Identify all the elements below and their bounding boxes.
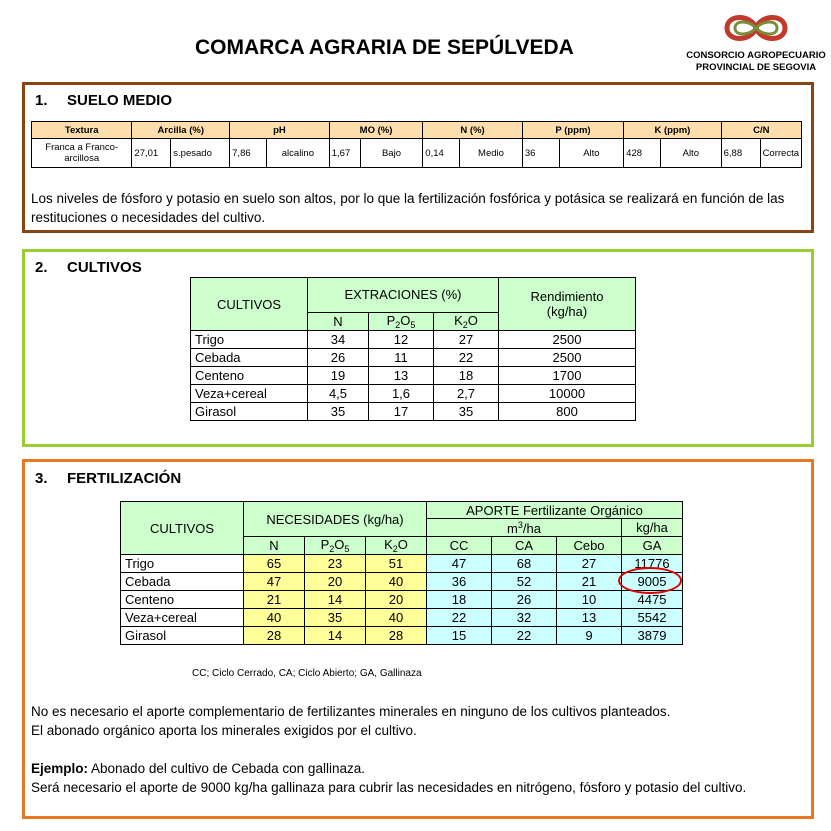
crop-name: Girasol xyxy=(191,403,308,421)
texture-value: Franca a Franco-arcillosa xyxy=(32,139,132,168)
yield-value: 2500 xyxy=(499,349,636,367)
table-row xyxy=(191,385,636,403)
om-value: 1,67 xyxy=(329,139,360,168)
k-need: 40 xyxy=(366,573,427,591)
ga-value: 11776 xyxy=(622,555,683,573)
table-row xyxy=(121,573,683,591)
n-value: 0,14 xyxy=(423,139,460,168)
header-yield xyxy=(499,278,636,331)
section-soil xyxy=(22,82,814,233)
soil-table xyxy=(31,121,802,168)
k-need: 40 xyxy=(366,609,427,627)
table-row xyxy=(121,591,683,609)
cc-value: 47 xyxy=(427,555,492,573)
n-class: Medio xyxy=(460,139,523,168)
ca-value: 68 xyxy=(492,555,557,573)
header-cell: MO (%) xyxy=(329,122,423,139)
cc-value: 22 xyxy=(427,609,492,627)
p-need: 14 xyxy=(305,591,366,609)
n-value: 35 xyxy=(308,403,369,421)
p-value: 13 xyxy=(369,367,434,385)
header-n: N xyxy=(244,537,305,555)
crop-name: Veza+cereal xyxy=(121,609,244,627)
k-class: Alto xyxy=(661,139,722,168)
clay-value: 27,01 xyxy=(132,139,171,168)
header-cell: Arcilla (%) xyxy=(132,122,230,139)
header-cell: K (ppm) xyxy=(624,122,721,139)
example-line xyxy=(31,759,806,778)
p-need: 20 xyxy=(305,573,366,591)
crop-name: Cebada xyxy=(121,573,244,591)
table-row xyxy=(191,403,636,421)
ga-value: 3879 xyxy=(622,627,683,645)
logo-line-1: CONSORCIO AGROPECUARIO xyxy=(686,50,826,61)
k-value: 2,7 xyxy=(434,385,499,403)
cc-value: 36 xyxy=(427,573,492,591)
header-cell: Textura xyxy=(32,122,132,139)
section-title-text: SUELO MEDIO xyxy=(67,92,173,109)
table-row xyxy=(121,627,683,645)
k-value: 18 xyxy=(434,367,499,385)
k-need: 20 xyxy=(366,591,427,609)
header-extractions: EXTRACIONES (%) xyxy=(308,278,499,313)
fertilization-paragraph-3: Será necesario el aporte de 9000 kg/ha gallinaza para cubrir las necesidades en nitrógeno, fósforo y potasio del cultivo. xyxy=(31,780,747,795)
ca-value: 22 xyxy=(492,627,557,645)
section-title xyxy=(35,92,172,109)
table-header-row xyxy=(32,122,802,139)
om-class: Bajo xyxy=(360,139,423,168)
section-crops xyxy=(22,249,814,447)
crop-name: Trigo xyxy=(121,555,244,573)
ph-class: alcalino xyxy=(267,139,330,168)
section-title-text: FERTILIZACIÓN xyxy=(67,470,182,487)
example-label: Ejemplo: xyxy=(31,761,89,776)
header-kgha: kg/ha xyxy=(622,519,683,537)
section-title-text: CULTIVOS xyxy=(67,259,142,276)
header-cell: pH xyxy=(230,122,330,139)
header-crops: CULTIVOS xyxy=(191,278,308,331)
header-m3ha: $m^3/ha$ xyxy=(427,519,622,537)
k-need: 51 xyxy=(366,555,427,573)
header-p2o5: $P_2O_5$ xyxy=(369,312,434,330)
header-cell: C/N xyxy=(721,122,801,139)
table-row xyxy=(191,349,636,367)
logo xyxy=(686,6,826,76)
yield-value: 10000 xyxy=(499,385,636,403)
crops-table xyxy=(190,277,636,421)
highlight-circle xyxy=(618,567,682,594)
k-value: 22 xyxy=(434,349,499,367)
header-cell: P (ppm) xyxy=(522,122,623,139)
k-value: 27 xyxy=(434,331,499,349)
p-value: 36 xyxy=(522,139,559,168)
cc-value: 18 xyxy=(427,591,492,609)
table-row xyxy=(191,367,636,385)
ph-value: 7,86 xyxy=(230,139,267,168)
soil-paragraph: Los niveles de fósforo y potasio en suelo son altos, por lo que la fertilización fosfórica y potásica se realizará en función de las restituciones o necesidades del cultivo. xyxy=(31,191,785,225)
p-value: 1,6 xyxy=(369,385,434,403)
yield-value: 800 xyxy=(499,403,636,421)
n-need: 28 xyxy=(244,627,305,645)
table-row xyxy=(32,139,802,168)
table-header-row xyxy=(121,502,683,519)
logo-line-2: PROVINCIAL DE SEGOVIA xyxy=(695,62,817,73)
cc-value: 15 xyxy=(427,627,492,645)
section-number: 1. xyxy=(35,92,48,109)
header-yield-line1: Rendimiento xyxy=(530,289,604,304)
p-value: 12 xyxy=(369,331,434,349)
yield-value: 1700 xyxy=(499,367,636,385)
n-value: 26 xyxy=(308,349,369,367)
cebo-value: 9 xyxy=(557,627,622,645)
section-fertilization xyxy=(22,459,814,819)
p-class: Alto xyxy=(559,139,624,168)
crop-name: Trigo xyxy=(191,331,308,349)
header-crops: CULTIVOS xyxy=(121,502,244,555)
section-title xyxy=(35,259,142,276)
ga-value: 4475 xyxy=(622,591,683,609)
header-organic-supply: APORTE Fertilizante Orgánico xyxy=(427,502,683,519)
ca-value: 32 xyxy=(492,609,557,627)
ga-value: 5542 xyxy=(622,609,683,627)
header-cebo: Cebo xyxy=(557,537,622,555)
header-n: N xyxy=(308,312,369,330)
n-value: 19 xyxy=(308,367,369,385)
header-p2o5: $P_2O_5$ xyxy=(305,537,366,555)
fertilization-table xyxy=(120,501,683,645)
header-needs: NECESIDADES (kg/ha) xyxy=(244,502,427,537)
n-need: 65 xyxy=(244,555,305,573)
cn-value: 6,88 xyxy=(721,139,760,168)
p-need: 14 xyxy=(305,627,366,645)
n-value: 34 xyxy=(308,331,369,349)
header-k2o: $K_2O$ xyxy=(434,312,499,330)
page-title: COMARCA AGRARIA DE SEPÚLVEDA xyxy=(195,36,574,59)
header-cc: CC xyxy=(427,537,492,555)
crop-name: Centeno xyxy=(191,367,308,385)
p-value: 17 xyxy=(369,403,434,421)
fertilization-paragraph-2: El abonado orgánico aporta los minerales exigidos por el cultivo. xyxy=(31,723,417,738)
table-footnote: CC; Ciclo Cerrado, CA; Ciclo Abierto; GA, Gallinaza xyxy=(192,668,422,679)
table-row xyxy=(191,331,636,349)
n-value: 4,5 xyxy=(308,385,369,403)
section-title xyxy=(35,470,181,487)
header-ga: GA xyxy=(622,537,683,555)
k-need: 28 xyxy=(366,627,427,645)
fertilization-paragraph-1: No es necesario el aporte complementario de fertilizantes minerales en ninguno de los cultivos planteados. xyxy=(31,704,671,719)
n-need: 21 xyxy=(244,591,305,609)
p-value: 11 xyxy=(369,349,434,367)
n-need: 40 xyxy=(244,609,305,627)
ga-value: 9005 xyxy=(637,574,667,589)
ga-value-highlighted xyxy=(622,573,683,591)
crop-name: Cebada xyxy=(191,349,308,367)
example-text: Abonado del cultivo de Cebada con gallinaza. xyxy=(88,761,365,776)
n-need: 47 xyxy=(244,573,305,591)
header-yield-line2: (kg/ha) xyxy=(546,304,588,319)
crop-name: Veza+cereal xyxy=(191,385,308,403)
cebo-value: 27 xyxy=(557,555,622,573)
p-need: 23 xyxy=(305,555,366,573)
crop-name: Centeno xyxy=(121,591,244,609)
table-header-row xyxy=(191,278,636,313)
crop-name: Girasol xyxy=(121,627,244,645)
table-row xyxy=(121,555,683,573)
header-ca: CA xyxy=(492,537,557,555)
ca-value: 26 xyxy=(492,591,557,609)
cn-class: Correcta xyxy=(760,139,801,168)
section-number: 3. xyxy=(35,470,48,487)
cebo-value: 13 xyxy=(557,609,622,627)
clay-class: s.pesado xyxy=(171,139,230,168)
header-cell: N (%) xyxy=(423,122,523,139)
p-need: 35 xyxy=(305,609,366,627)
ca-value: 52 xyxy=(492,573,557,591)
knot-logo-icon xyxy=(721,8,791,48)
section-number: 2. xyxy=(35,259,48,276)
k-value: 35 xyxy=(434,403,499,421)
table-row xyxy=(121,609,683,627)
cebo-value: 10 xyxy=(557,591,622,609)
header-k2o: $K_2O$ xyxy=(366,537,427,555)
k-value: 428 xyxy=(624,139,661,168)
cebo-value: 21 xyxy=(557,573,622,591)
yield-value: 2500 xyxy=(499,331,636,349)
